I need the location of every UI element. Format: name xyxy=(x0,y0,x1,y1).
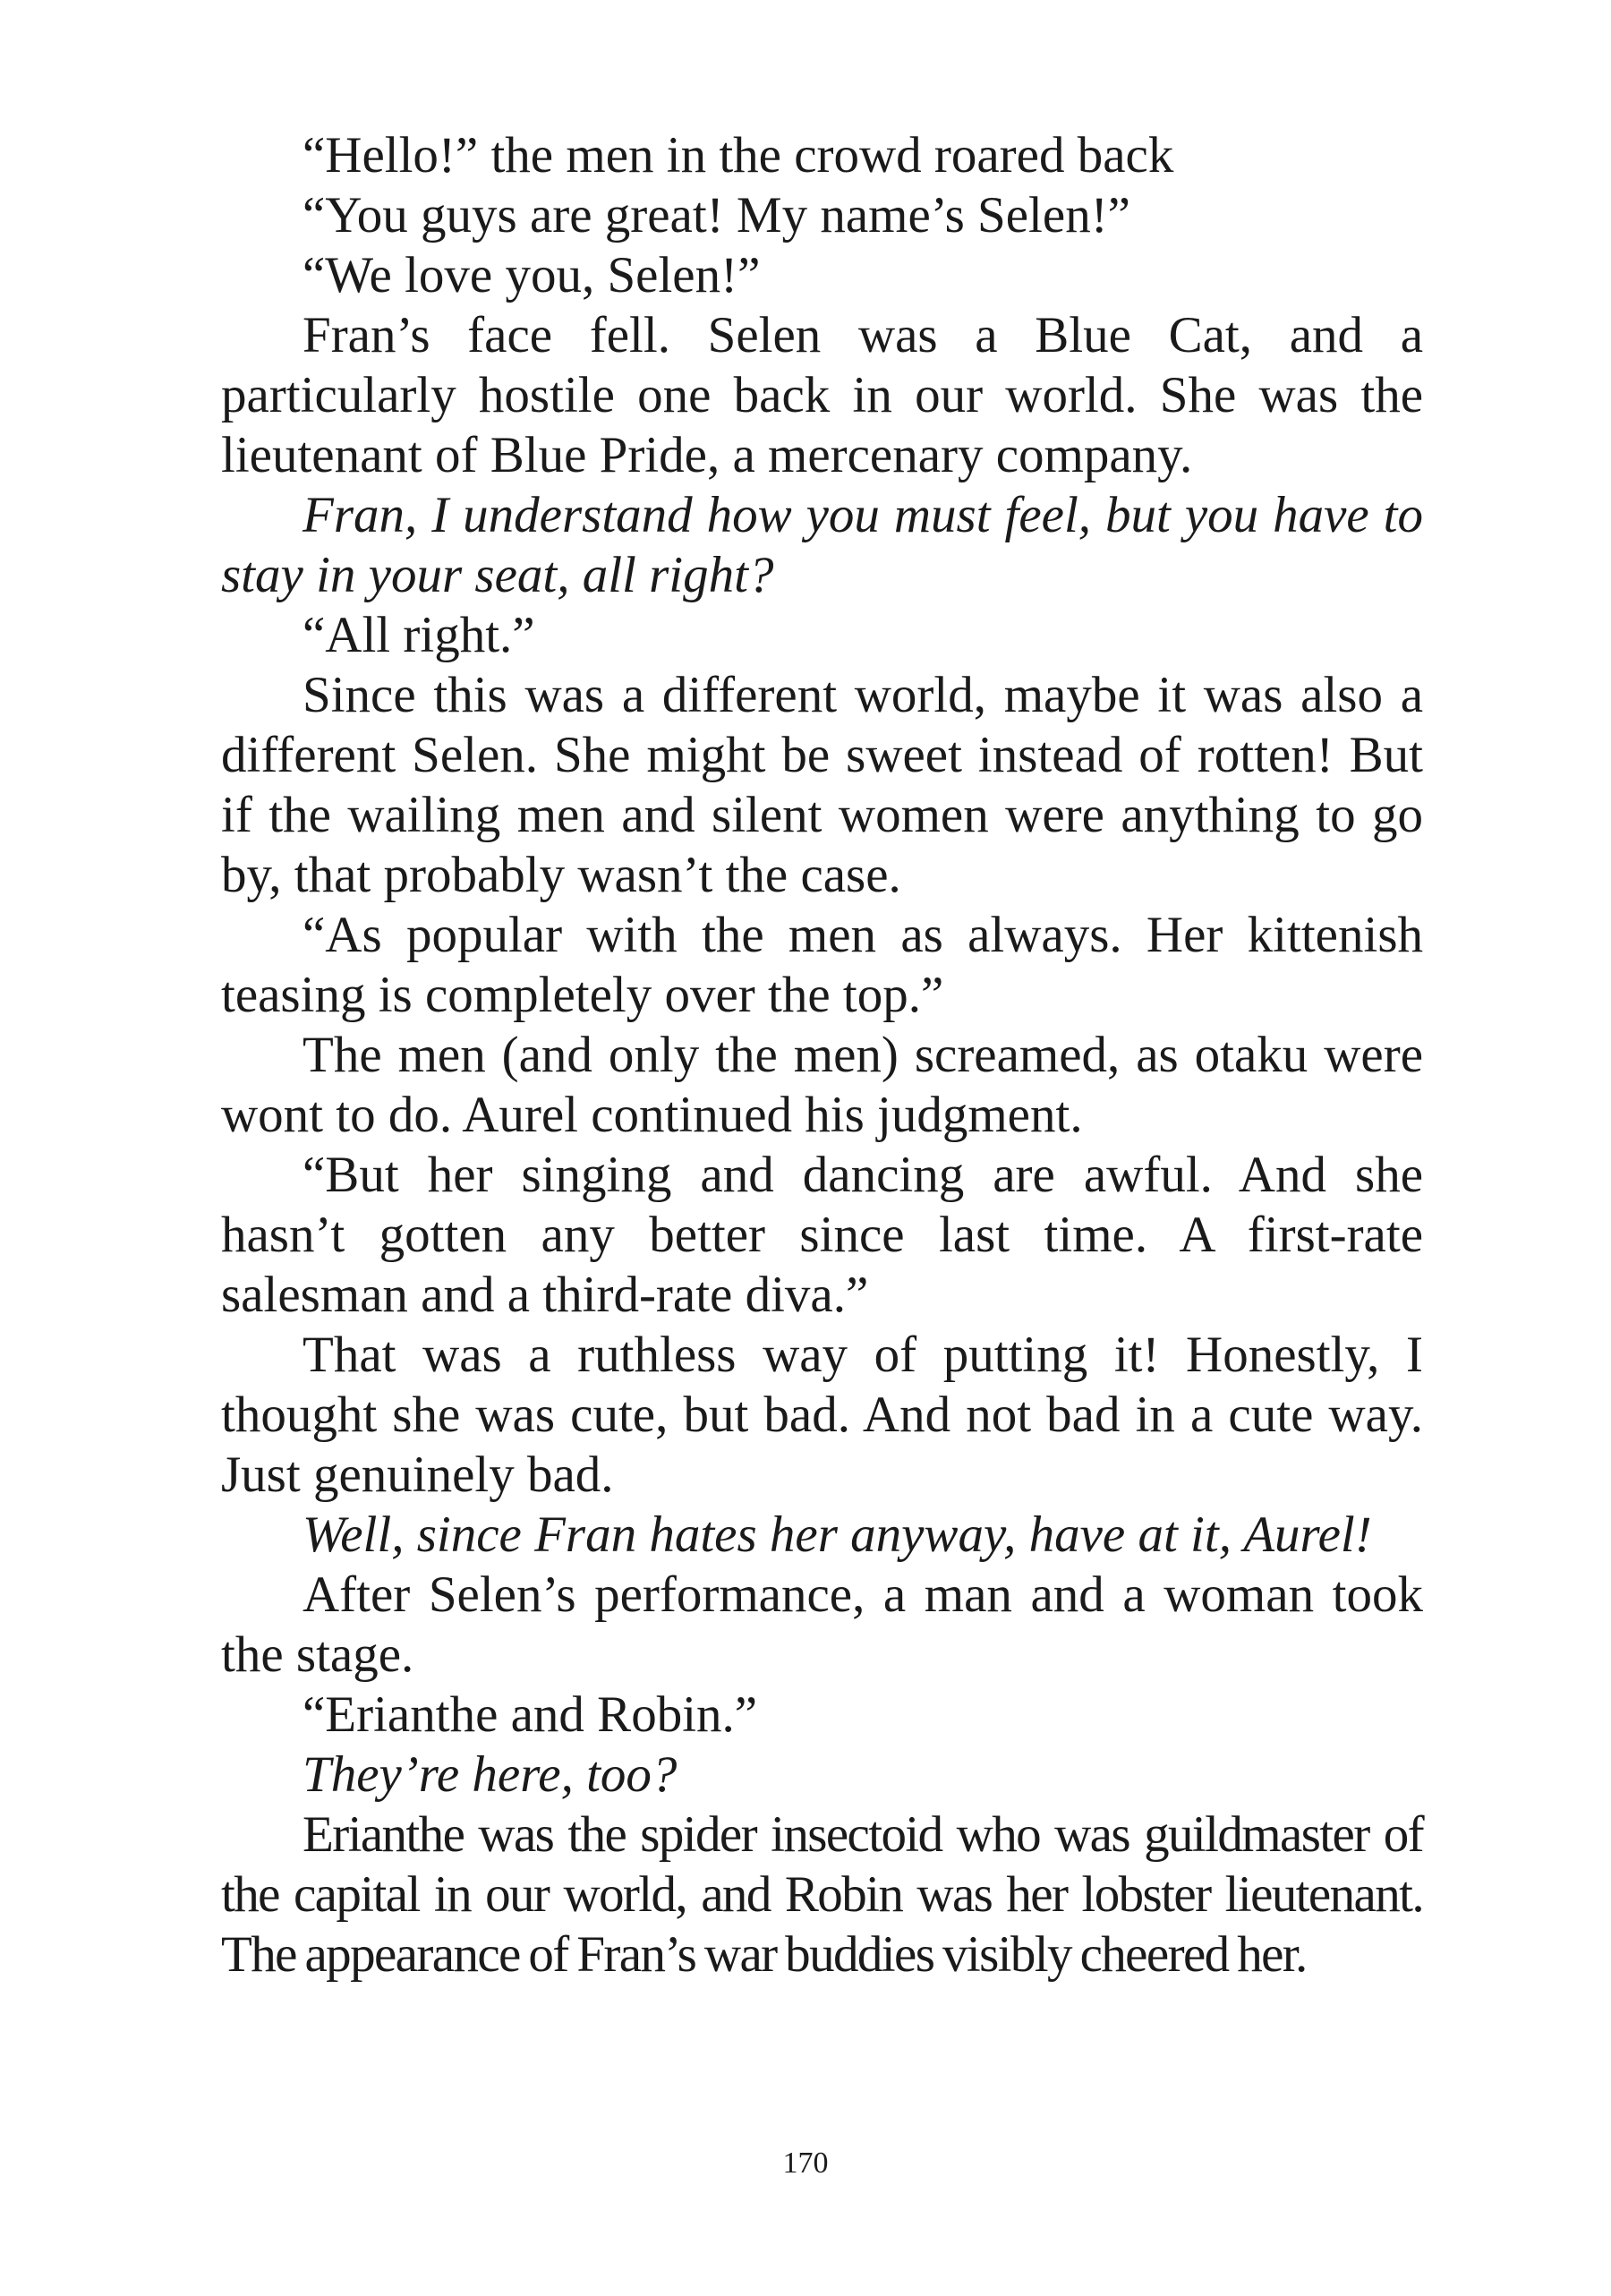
paragraph-14: “Erianthe and Robin.” xyxy=(303,1686,758,1743)
paragraph-13: After Selen’s performance, a man and a woman took the stage. xyxy=(221,1566,1423,1683)
paragraph-10: “But her singing and dancing are awful. And she hasn’t gotten any better since last time. A first-rate salesman and a third-rate diva.” xyxy=(221,1147,1423,1323)
paragraph-16: Erianthe was the spider insectoid who was guildmaster of the capital in our world, and Robin was her lobster lieutenant. The appearance of Fran’s war buddies visibly cheered her. xyxy=(221,1806,1423,1983)
paragraph-15-thought: They’re here, too? xyxy=(303,1746,678,1803)
paragraph-11: That was a ruthless way of putting it! Honestly, I thought she was cute, but bad. And not bad in a cute way. Just genuinely bad. xyxy=(221,1327,1423,1503)
paragraph-9: The men (and only the men) screamed, as otaku were wont to do. Aurel continued his judgment. xyxy=(221,1027,1423,1143)
paragraph-5-thought: Fran, I understand how you must feel, but you have to stay in your seat, all right? xyxy=(221,487,1423,603)
paragraph-7: Since this was a different world, maybe it was also a different Selen. She might be sweet instead of rotten! But if the wailing men and silent women were anything to go by, that probably wasn’t the case. xyxy=(221,667,1423,903)
body-text xyxy=(221,125,1423,1984)
paragraph-1: “Hello!” the men in the crowd roared back xyxy=(303,127,1174,184)
paragraph-8: “As popular with the men as always. Her kittenish teasing is completely over the top.” xyxy=(221,907,1423,1023)
paragraph-2: “You guys are great! My name’s Selen!” xyxy=(303,187,1130,243)
paragraph-6: “All right.” xyxy=(303,607,535,663)
page-number: 170 xyxy=(782,2147,829,2180)
paragraph-12-thought: Well, since Fran hates her anyway, have at it, Aurel! xyxy=(303,1506,1372,1563)
paragraph-3: “We love you, Selen!” xyxy=(303,247,761,303)
paragraph-4: Fran’s face fell. Selen was a Blue Cat, and a particularly hostile one back in our world. She was the lieutenant of Blue Pride, a mercenary company. xyxy=(221,307,1423,483)
